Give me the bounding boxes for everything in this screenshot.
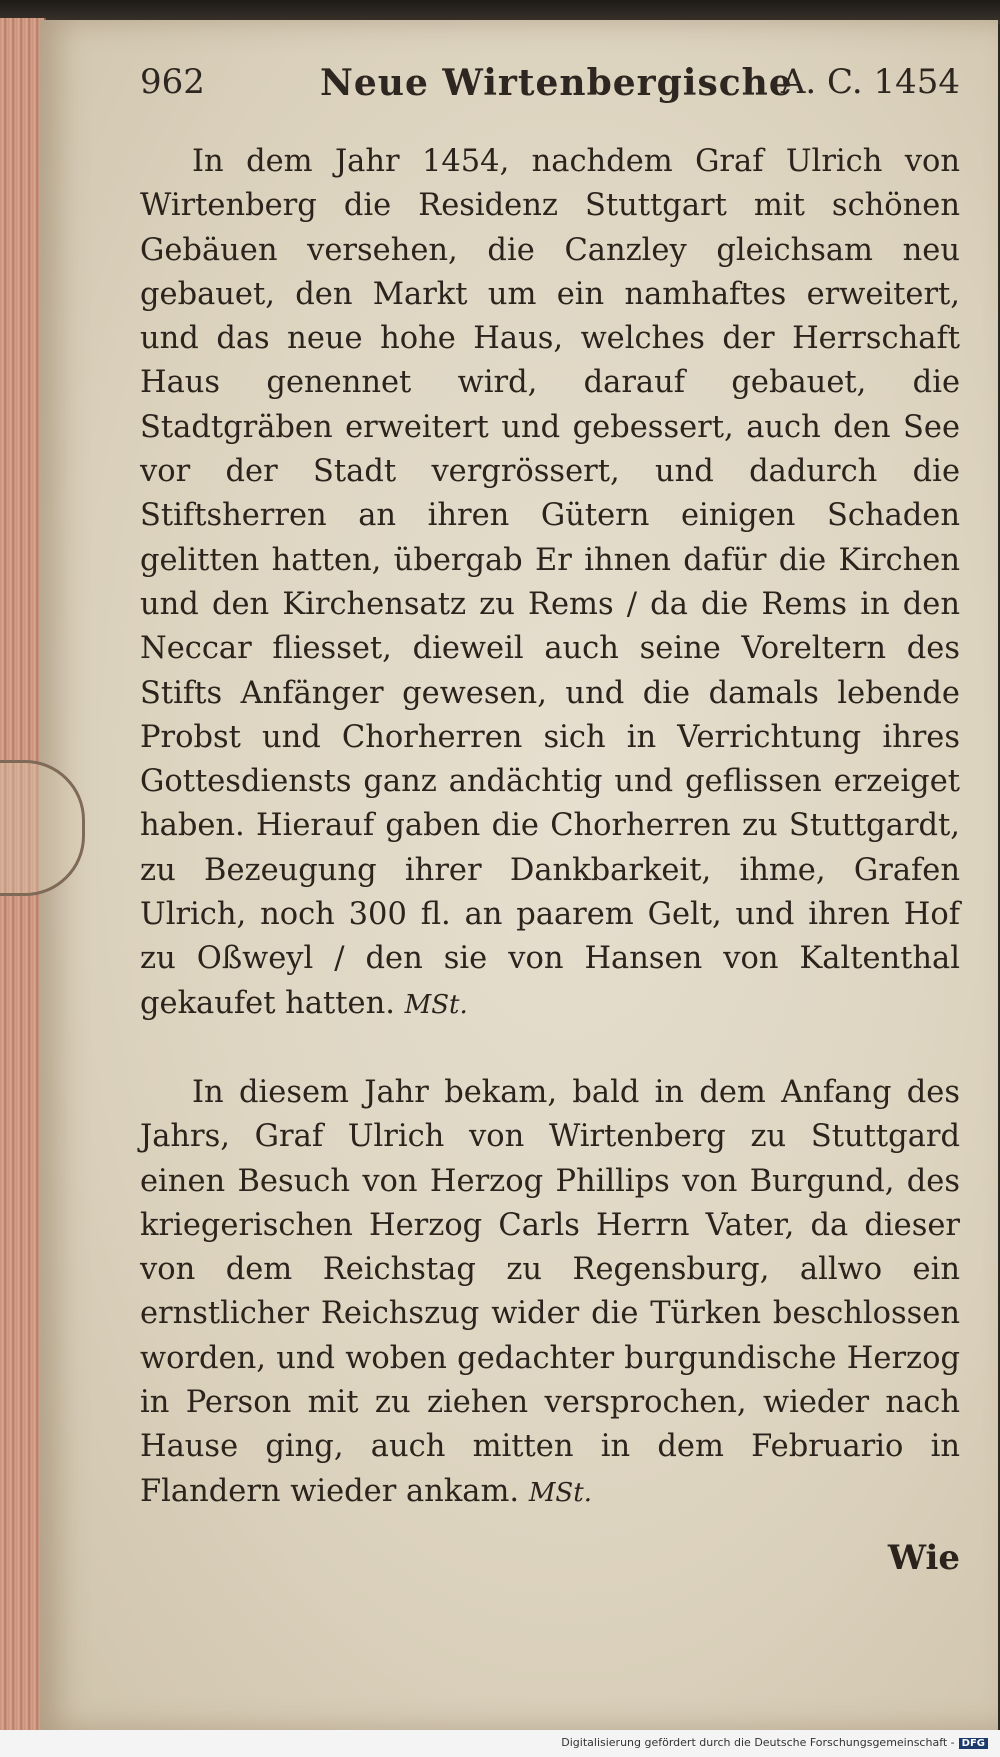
running-title: Neue Wirtenbergische [320, 62, 793, 104]
dfg-logo: DFG [959, 1738, 988, 1749]
catchword: Wie [887, 1538, 960, 1578]
body-text [140, 140, 960, 1515]
paragraph-2-source-note: MSt. [528, 1477, 592, 1508]
page-header [140, 62, 960, 122]
running-year: A. C. 1454 [780, 62, 960, 102]
page-number: 962 [140, 62, 205, 102]
credit-text: Digitalisierung gefördert durch die Deutsche Forschungsgemeinschaft - [561, 1736, 955, 1749]
paragraph-1 [140, 140, 960, 1027]
paragraph-2 [140, 1071, 960, 1515]
paragraph-1-source-note: MSt. [404, 989, 468, 1020]
paragraph-2-text: In diesem Jahr bekam, bald in dem Anfang des Jahrs, Graf Ulrich von Wirtenberg zu Stuttgard einen Besuch von Herzog Phillips von Burgund, des kriegerischen Herzog Carls Herrn Vater, da dieser von dem Reichstag zu Regensburg, allwo ein ernstlicher Reichszug wider die Türken beschlossen worden, und woben gedachter burgundische Herzog in Person mit zu ziehen versprochen, wieder nach Hause ging, auch mitten in dem Februario in Flandern wieder ankam. [140, 1074, 960, 1509]
digitization-credit [561, 1736, 988, 1749]
paragraph-1-text: In dem Jahr 1454, nachdem Graf Ulrich von Wirtenberg die Residenz Stuttgart mit schönen Gebäuen versehen, die Canzley gleichsam neu gebauet, den Markt um ein namhaftes erweitert, und das neue hohe Haus, welches der Herrschaft Haus genennet wird, darauf gebauet, die Stadtgräben erweitert und gebessert, auch den See vor der Stadt vergrössert, und dadurch die Stiftsherren an ihren Gütern einigen Schaden gelitten hatten, übergab Er ihnen dafür die Kirchen und den Kirchensatz zu Rems / da die Rems in den Neccar fliesset, dieweil auch seine Voreltern des Stifts Anfänger gewesen, und die damals lebende Probst und Chorherren sich in Verrichtung ihres Gottesdiensts ganz andächtig und geflissen erzeiget haben. Hierauf gaben die Chorherren zu Stuttgardt, zu Bezeugung ihrer Dankbarkeit, ihme, Grafen Ulrich, noch 300 fl. an paarem Gelt, und ihren Hof zu Oßweyl / den sie von Hansen von Kaltenthal gekaufet hatten. [140, 144, 960, 1021]
